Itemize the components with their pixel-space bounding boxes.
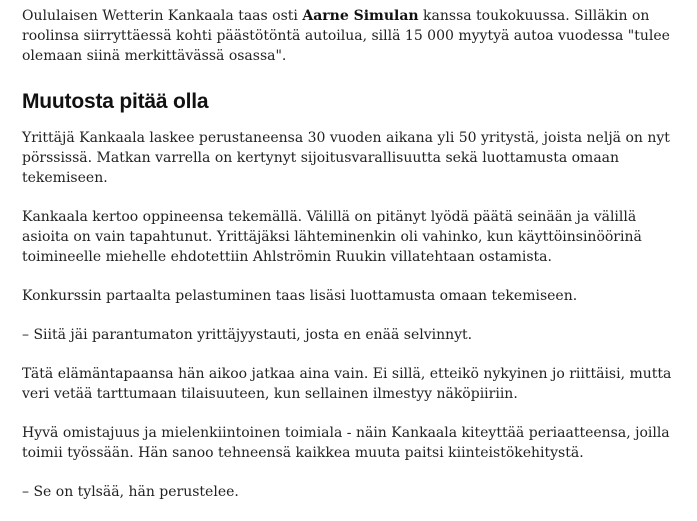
paragraph-learning: Kankaala kertoo oppineensa tekemällä. Välillä on pitänyt lyödä päätä seinään ja välillä asioita on vain tapahtunut. Yrittäjäksi lähteminenkin oli vahinko, kun käyttöinsinöörinä toimineelle miehelle ehdotettiin Ahlströmin Ruukin villatehtaan ostamista. — [22, 209, 642, 265]
intro-text-after: kanssa toukokuussa. Silläkin on roolinsa siirryttäessä kohti päästötöntä autoilua, sillä 15 000 myytyä autoa vuodessa "tulee olemaan siinä merkittävässä osassa". — [22, 8, 670, 64]
paragraph-lifestyle: Tätä elämäntapaansa hän aikoo jatkaa aina vain. Ei sillä, etteikö nykyinen jo riittäisi, mutta veri vetää tarttumaan tilaisuuteen, kun sellainen ilmestyy näköpiiriin. — [22, 366, 672, 402]
paragraph-principles: Hyvä omistajuus ja mielenkiintoinen toimiala - näin Kankaala kiteyttää periaatteensa, joilla toimii työssään. Hän sanoo tehneensä kaikkea muuta paitsi kiinteistökehitystä. — [22, 425, 670, 461]
intro-paragraph — [22, 6, 682, 66]
intro-text-before: Oululaisen Wetterin Kankaala taas osti — [22, 8, 303, 24]
paragraph-bankruptcy: Konkurssin partaalta pelastuminen taas lisäsi luottamusta omaan tekemiseen. — [22, 288, 578, 304]
paragraph-quote-boring: – Se on tylsää, hän perustelee. — [22, 484, 239, 500]
article-body — [22, 6, 682, 521]
section-heading: Muutosta pitää olla — [22, 90, 209, 113]
paragraph-quote-disease: – Siitä jäi parantumaton yrittäjyystauti, josta en enää selvinnyt. — [22, 327, 473, 343]
person-name-bold: Aarne Simulan — [302, 8, 419, 24]
paragraph-companies: Yrittäjä Kankaala laskee perustaneensa 30 vuoden aikana yli 50 yritystä, joista neljä on nyt pörssissä. Matkan varrella on kertynyt sijoitusvarallisuutta sekä luottamusta omaan tekemiseen. — [22, 130, 670, 186]
